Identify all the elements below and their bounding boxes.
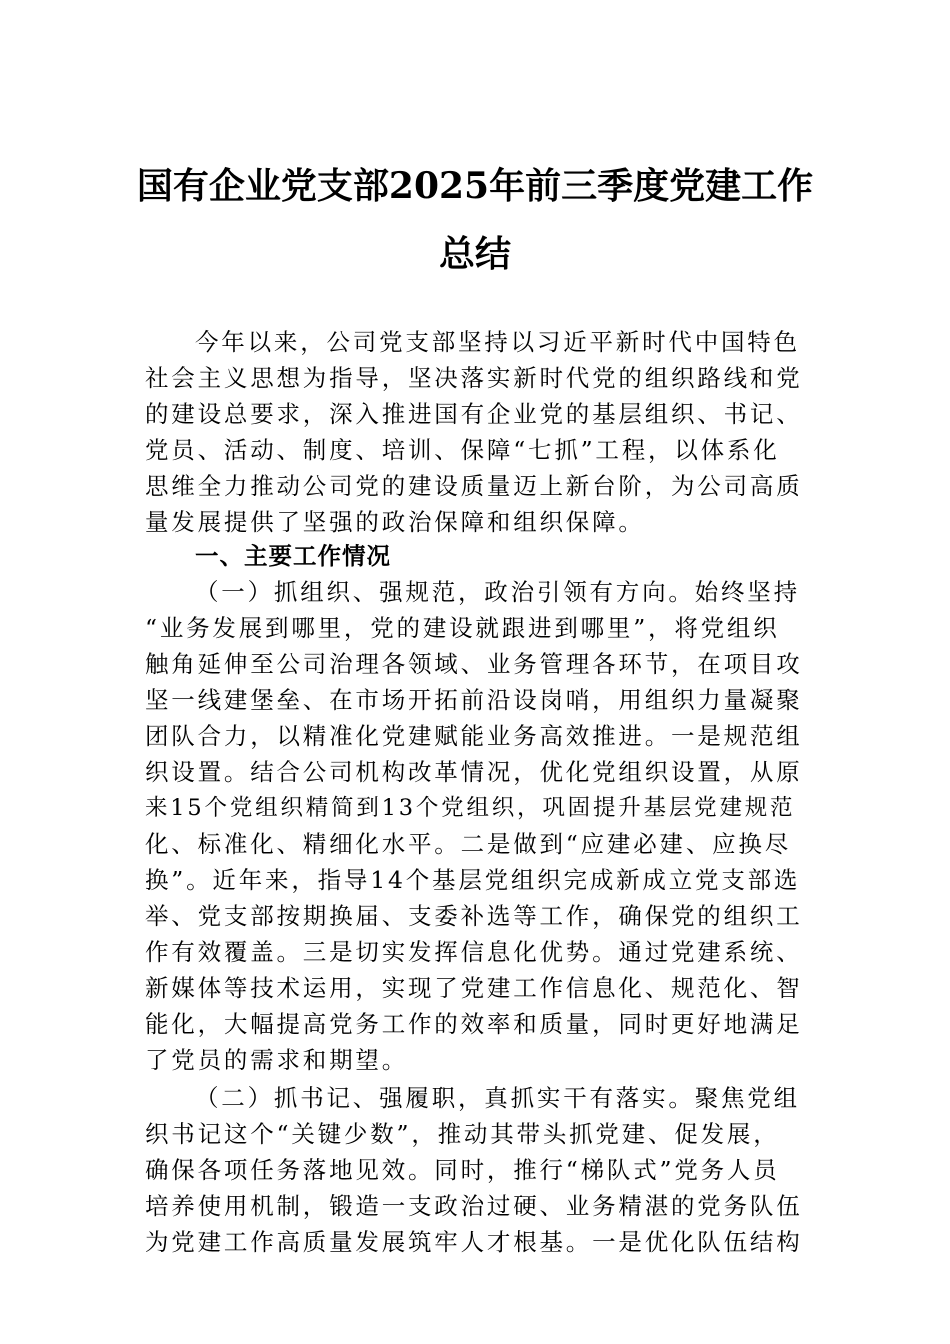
- body-line: 能化，大幅提高党务工作的效率和质量，同时更好地满足: [145, 1010, 803, 1038]
- document-title-line-2: 总结: [438, 233, 511, 275]
- body-line: 织书记这个“关键少数”，推动其带头抓党建、促发展，: [145, 1120, 780, 1148]
- body-line: 新媒体等技术运用，实现了党建工作信息化、规范化、智: [145, 974, 803, 1002]
- body-line: 社会主义思想为指导，坚决落实新时代党的组织路线和党: [145, 364, 803, 392]
- body-line: 作有效覆盖。三是切实发挥信息化优势。通过党建系统、: [145, 938, 803, 966]
- body-line: 坚一线建堡垒、在市场开拓前沿设岗哨，用组织力量凝聚: [145, 686, 803, 714]
- body-line: 触角延伸至公司治理各领域、业务管理各环节，在项目攻: [145, 650, 803, 678]
- body-line: 量发展提供了坚强的政治保障和组织保障。: [145, 508, 645, 536]
- body-line: 了党员的需求和期望。: [145, 1046, 408, 1074]
- section-heading: 一、主要工作情况: [195, 542, 391, 570]
- body-line: 织设置。结合公司机构改革情况，优化党组织设置，从原: [145, 758, 803, 786]
- body-line: 党员、活动、制度、培训、保障“七抓”工程，以体系化: [145, 436, 780, 464]
- body-line: 培养使用机制，锻造一支政治过硬、业务精湛的党务队伍: [145, 1192, 803, 1220]
- document-title-line-1: 国有企业党支部2025年前三季度党建工作: [136, 165, 814, 207]
- body-line: 团队合力，以精准化党建赋能业务高效推进。一是规范组: [145, 722, 803, 750]
- body-line: “业务发展到哪里，党的建设就跟进到哪里”，将党组织: [145, 614, 780, 642]
- body-line: 化、标准化、精细化水平。二是做到“应建必建、应换尽: [145, 830, 792, 858]
- body-line: 举、党支部按期换届、支委补选等工作，确保党的组织工: [145, 902, 803, 930]
- body-line: 确保各项任务落地见效。同时，推行“梯队式”党务人员: [145, 1156, 780, 1184]
- body-line: （二）抓书记、强履职，真抓实干有落实。聚焦党组: [195, 1084, 800, 1112]
- body-line: 今年以来，公司党支部坚持以习近平新时代中国特色: [195, 328, 800, 356]
- body-line: 换”。近年来，指导14个基层党组织完成新成立党支部选: [145, 866, 801, 894]
- body-line: （一）抓组织、强规范，政治引领有方向。始终坚持: [195, 578, 800, 606]
- body-line: 为党建工作高质量发展筑牢人才根基。一是优化队伍结构: [145, 1228, 803, 1256]
- body-line: 思维全力推动公司党的建设质量迈上新台阶，为公司高质: [145, 472, 803, 500]
- body-line: 来15个党组织精简到13个党组织，巩固提升基层党建规范: [145, 795, 796, 821]
- body-line: 的建设总要求，深入推进国有企业党的基层组织、书记、: [145, 400, 803, 428]
